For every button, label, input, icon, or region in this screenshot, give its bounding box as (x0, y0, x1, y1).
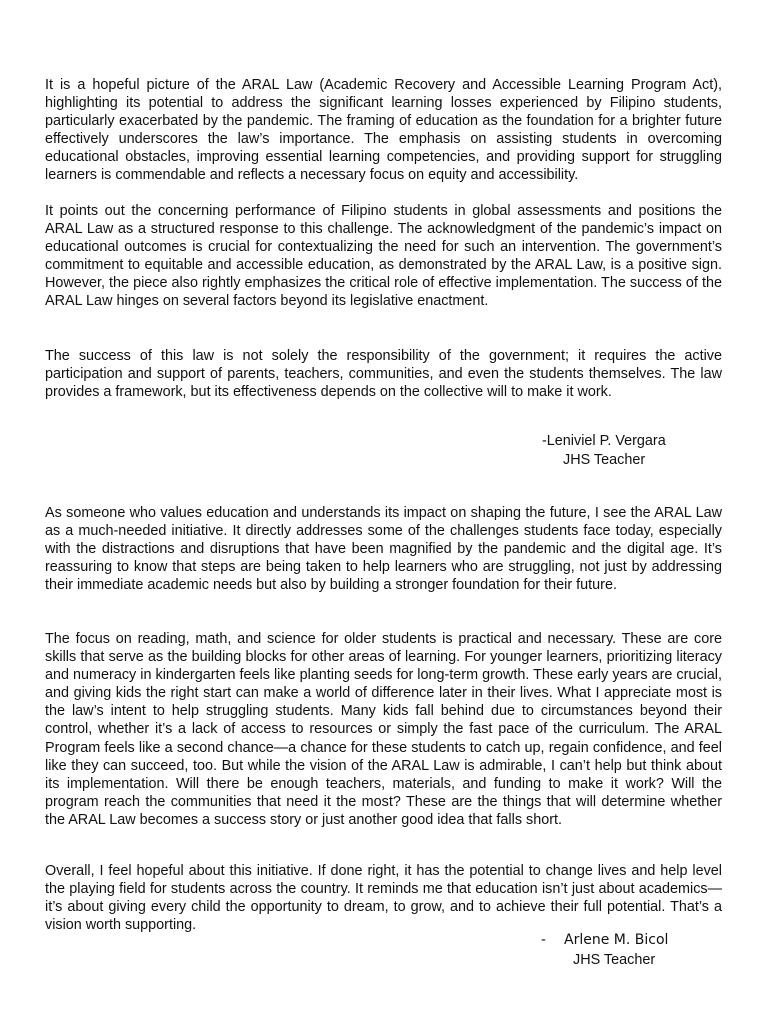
paragraph-reading-math-science: The focus on reading, math, and science for older students is practical and necessary. These are core skills that serve as the building blocks for other areas of learning. For younger learners, prioritizing literacy and numeracy in kindergarten feels like planting seeds for long-term growth. These early years are crucial, and giving kids the right start can make a world of difference later in their lives. What I appreciate most is the law’s intent to help struggling students. Many kids fall behind due to circumstances beyond their control, whether it’s a lack of access to resources or simply the fast pace of the curriculum. The ARAL Program feels like a second chance—a chance for these students to catch up, regain confidence, and feel like they can succeed, too. But while the vision of the ARAL Law is admirable, I can’t help but think about its implementation. Will there be enough teachers, materials, and funding to make it work? Will the program reach the communities that need it the most? These are the things that will determine whether the ARAL Law becomes a success story or just another good idea that falls short. (45, 631, 722, 828)
paragraph-much-needed-initiative: As someone who values education and understands its impact on shaping the future, I see the ARAL Law as a much-needed initiative. It directly addresses some of the challenges students face today, especially with the distractions and disruptions that have been magnified by the pandemic and the digital age. It’s reassuring to know that steps are being taken to help learners who are struggling, not just by addressing their immediate academic needs but also by building a stronger foundation for their future. (45, 505, 722, 594)
signature-role-bicol: JHS Teacher (573, 952, 656, 968)
signature-name-vergara: -Leniviel P. Vergara (542, 433, 666, 449)
signature-dash-bicol: - (541, 932, 546, 948)
paragraph-overall-hopeful: Overall, I feel hopeful about this initiative. If done right, it has the potential to change lives and help level the playing field for students across the country. It reminds me that education isn’t just about academics—it’s about giving every child the opportunity to dream, to grow, and to achieve their full potential. That’s a vision worth supporting. (45, 863, 722, 934)
paragraph-aral-global-assessments: It points out the concerning performance of Filipino students in global assessments and positions the ARAL Law as a structured response to this challenge. The acknowledgment of the pandemic’s impact on educational outcomes is crucial for contextualizing the need for such an intervention. The government’s commitment to equitable and accessible education, as demonstrated by the ARAL Law, is a positive sign. However, the piece also rightly emphasizes the critical role of effective implementation. The success of the ARAL Law hinges on several factors beyond its legislative enactment. (45, 203, 722, 310)
paragraph-aral-hopeful-picture: It is a hopeful picture of the ARAL Law (Academic Recovery and Accessible Learning Program Act), highlighting its potential to address the significant learning losses experienced by Filipino students, particularly exacerbated by the pandemic. The framing of education as the foundation for a brighter future effectively underscores the law’s importance. The emphasis on assisting students in overcoming educational obstacles, improving essential learning competencies, and providing support for struggling learners is commendable and reflects a necessary focus on equity and accessibility. (45, 77, 722, 184)
paragraph-aral-shared-responsibility: The success of this law is not solely the responsibility of the government; it requires the active participation and support of parents, teachers, communities, and even the students themselves. The law provides a framework, but its effectiveness depends on the collective will to make it work. (45, 348, 722, 401)
signature-name-bicol: Arlene M. Bicol (564, 932, 669, 948)
signature-role-vergara: JHS Teacher (563, 452, 646, 468)
